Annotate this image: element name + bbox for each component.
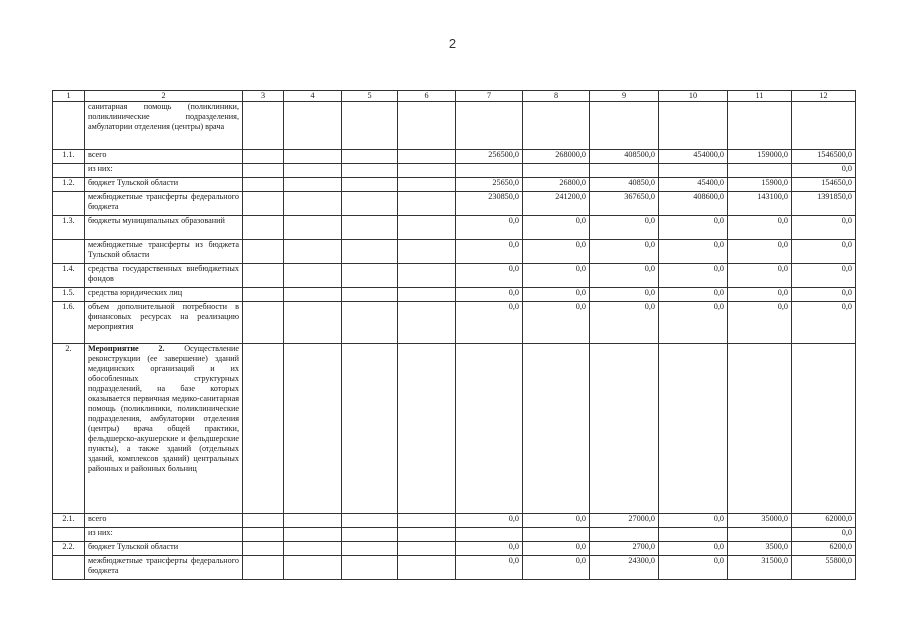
value-cell-col12 (792, 102, 856, 150)
value-cell-col8: 241200,0 (523, 192, 590, 216)
value-cell-col3 (243, 192, 284, 216)
table-row (53, 240, 856, 264)
header-cell: 3 (243, 91, 284, 102)
value-cell-col9 (590, 102, 659, 150)
row-code: 1.1. (53, 150, 85, 164)
value-cell-col3 (243, 556, 284, 580)
value-cell-col7 (456, 344, 523, 514)
table-row (53, 302, 856, 344)
row-code: 1.6. (53, 302, 85, 344)
value-cell-col11 (728, 102, 792, 150)
value-cell-col5 (342, 240, 398, 264)
header-cell: 12 (792, 91, 856, 102)
table-row (53, 264, 856, 288)
value-cell-col12: 0,0 (792, 528, 856, 542)
table-row (53, 528, 856, 542)
value-cell-col10: 0,0 (659, 264, 728, 288)
value-cell-col8 (523, 164, 590, 178)
value-cell-col5 (342, 542, 398, 556)
value-cell-col8: 0,0 (523, 514, 590, 528)
value-cell-col9: 367650,0 (590, 192, 659, 216)
value-cell-col8: 0,0 (523, 240, 590, 264)
row-description: бюджет Тульской области (85, 178, 243, 192)
value-cell-col11: 0,0 (728, 216, 792, 240)
value-cell-col7: 0,0 (456, 288, 523, 302)
value-cell-col3 (243, 178, 284, 192)
value-cell-col11: 0,0 (728, 240, 792, 264)
value-cell-col11: 31500,0 (728, 556, 792, 580)
row-code: 1.5. (53, 288, 85, 302)
value-cell-col9: 0,0 (590, 302, 659, 344)
value-cell-col12: 1391850,0 (792, 192, 856, 216)
value-cell-col5 (342, 528, 398, 542)
row-description: из них: (85, 528, 243, 542)
value-cell-col11: 159000,0 (728, 150, 792, 164)
table-row (53, 178, 856, 192)
row-description: санитарная помощь (поликлиники, поликлинические подразделения, амбулатории отделения (центры) врача (85, 102, 243, 150)
value-cell-col3 (243, 102, 284, 150)
value-cell-col11: 0,0 (728, 302, 792, 344)
value-cell-col11 (728, 528, 792, 542)
table-row (53, 102, 856, 150)
value-cell-col5 (342, 514, 398, 528)
value-cell-col6 (398, 302, 456, 344)
table-row (53, 216, 856, 240)
value-cell-col7: 256500,0 (456, 150, 523, 164)
value-cell-col5 (342, 288, 398, 302)
value-cell-col9: 0,0 (590, 240, 659, 264)
value-cell-col4 (284, 102, 342, 150)
value-cell-col9: 40850,0 (590, 178, 659, 192)
value-cell-col4 (284, 302, 342, 344)
value-cell-col5 (342, 344, 398, 514)
table-row (53, 192, 856, 216)
value-cell-col12: 55800,0 (792, 556, 856, 580)
table-row (53, 288, 856, 302)
value-cell-col8: 0,0 (523, 216, 590, 240)
value-cell-col4 (284, 514, 342, 528)
value-cell-col12: 0,0 (792, 264, 856, 288)
value-cell-col12: 62000,0 (792, 514, 856, 528)
value-cell-col11: 143100,0 (728, 192, 792, 216)
value-cell-col4 (284, 150, 342, 164)
value-cell-col7: 0,0 (456, 302, 523, 344)
value-cell-col10 (659, 102, 728, 150)
value-cell-col5 (342, 556, 398, 580)
header-cell: 9 (590, 91, 659, 102)
value-cell-col9 (590, 164, 659, 178)
value-cell-col11: 35000,0 (728, 514, 792, 528)
header-cell: 6 (398, 91, 456, 102)
table-row (53, 344, 856, 514)
value-cell-col9: 0,0 (590, 288, 659, 302)
value-cell-col3 (243, 542, 284, 556)
value-cell-col3 (243, 164, 284, 178)
value-cell-col4 (284, 344, 342, 514)
value-cell-col8 (523, 344, 590, 514)
value-cell-col10: 0,0 (659, 216, 728, 240)
value-cell-col10 (659, 344, 728, 514)
value-cell-col3 (243, 150, 284, 164)
value-cell-col7 (456, 164, 523, 178)
value-cell-col5 (342, 164, 398, 178)
value-cell-col10: 0,0 (659, 302, 728, 344)
row-description: Мероприятие 2. Осуществление реконструкции (ее завершение) зданий медицинских организаций и их обособленных структурных подразделений, на базе которых оказывается первичная медико-санитарная помощь (поликлиники, поликлинические подразделения, амбулатории отделения (центры) врача общей практики, фельдшерско-акушерские и фельдшерские пункты), а также зданий (отдельных зданий, комплексов зданий) центральных районных и районных больниц (85, 344, 243, 514)
table-row (53, 542, 856, 556)
value-cell-col11 (728, 344, 792, 514)
header-cell: 5 (342, 91, 398, 102)
row-code (53, 528, 85, 542)
value-cell-col4 (284, 240, 342, 264)
row-code: 2.1. (53, 514, 85, 528)
value-cell-col8: 0,0 (523, 542, 590, 556)
value-cell-col3 (243, 288, 284, 302)
table-row (53, 164, 856, 178)
event-title: Мероприятие 2. (88, 344, 165, 353)
header-cell: 7 (456, 91, 523, 102)
row-description: всего (85, 150, 243, 164)
value-cell-col6 (398, 216, 456, 240)
value-cell-col5 (342, 178, 398, 192)
value-cell-col3 (243, 302, 284, 344)
value-cell-col10: 0,0 (659, 542, 728, 556)
header-cell: 8 (523, 91, 590, 102)
value-cell-col11: 0,0 (728, 288, 792, 302)
value-cell-col5 (342, 102, 398, 150)
value-cell-col6 (398, 556, 456, 580)
value-cell-col10 (659, 164, 728, 178)
value-cell-col6 (398, 150, 456, 164)
value-cell-col4 (284, 528, 342, 542)
row-description: всего (85, 514, 243, 528)
value-cell-col4 (284, 164, 342, 178)
value-cell-col9 (590, 344, 659, 514)
row-code (53, 556, 85, 580)
value-cell-col12: 0,0 (792, 302, 856, 344)
value-cell-col6 (398, 192, 456, 216)
value-cell-col9 (590, 528, 659, 542)
value-cell-col7: 0,0 (456, 514, 523, 528)
value-cell-col11 (728, 164, 792, 178)
value-cell-col10: 0,0 (659, 514, 728, 528)
value-cell-col6 (398, 164, 456, 178)
row-description: средства юридических лиц (85, 288, 243, 302)
value-cell-col11: 0,0 (728, 264, 792, 288)
value-cell-col7: 0,0 (456, 556, 523, 580)
value-cell-col9: 24300,0 (590, 556, 659, 580)
row-code (53, 192, 85, 216)
value-cell-col12: 0,0 (792, 288, 856, 302)
row-code (53, 102, 85, 150)
value-cell-col7: 0,0 (456, 542, 523, 556)
value-cell-col6 (398, 344, 456, 514)
page-number: 2 (448, 36, 457, 51)
value-cell-col3 (243, 240, 284, 264)
value-cell-col4 (284, 264, 342, 288)
value-cell-col8: 0,0 (523, 264, 590, 288)
value-cell-col12: 0,0 (792, 216, 856, 240)
header-cell: 4 (284, 91, 342, 102)
value-cell-col7: 25650,0 (456, 178, 523, 192)
value-cell-col3 (243, 514, 284, 528)
header-row (53, 91, 856, 102)
value-cell-col11: 15900,0 (728, 178, 792, 192)
header-cell: 2 (85, 91, 243, 102)
row-description: объем дополнительной потребности в финансовых ресурсах на реализацию мероприятия (85, 302, 243, 344)
value-cell-col6 (398, 178, 456, 192)
row-code: 2.2. (53, 542, 85, 556)
row-description: бюджеты муниципальных образований (85, 216, 243, 240)
value-cell-col4 (284, 216, 342, 240)
value-cell-col3 (243, 344, 284, 514)
value-cell-col8: 0,0 (523, 556, 590, 580)
value-cell-col4 (284, 178, 342, 192)
value-cell-col12: 0,0 (792, 164, 856, 178)
value-cell-col4 (284, 192, 342, 216)
value-cell-col8 (523, 528, 590, 542)
value-cell-col10: 0,0 (659, 288, 728, 302)
value-cell-col7: 230850,0 (456, 192, 523, 216)
value-cell-col7: 0,0 (456, 216, 523, 240)
value-cell-col8 (523, 102, 590, 150)
value-cell-col12: 0,0 (792, 240, 856, 264)
row-code (53, 164, 85, 178)
value-cell-col6 (398, 542, 456, 556)
value-cell-col12 (792, 344, 856, 514)
row-code: 1.4. (53, 264, 85, 288)
value-cell-col4 (284, 288, 342, 302)
value-cell-col6 (398, 102, 456, 150)
table-row (53, 150, 856, 164)
table-row (53, 514, 856, 528)
value-cell-col5 (342, 216, 398, 240)
value-cell-col8: 0,0 (523, 288, 590, 302)
value-cell-col8: 268000,0 (523, 150, 590, 164)
value-cell-col4 (284, 556, 342, 580)
value-cell-col3 (243, 528, 284, 542)
row-description: средства государственных внебюджетных фондов (85, 264, 243, 288)
value-cell-col7: 0,0 (456, 240, 523, 264)
row-description: из них: (85, 164, 243, 178)
value-cell-col8: 0,0 (523, 302, 590, 344)
value-cell-col9: 2700,0 (590, 542, 659, 556)
row-code: 2. (53, 344, 85, 514)
row-description: межбюджетные трансферты из бюджета Тульской области (85, 240, 243, 264)
value-cell-col6 (398, 514, 456, 528)
value-cell-col9: 0,0 (590, 264, 659, 288)
header-cell: 10 (659, 91, 728, 102)
value-cell-col5 (342, 302, 398, 344)
row-description: межбюджетные трансферты федерального бюджета (85, 556, 243, 580)
value-cell-col6 (398, 264, 456, 288)
value-cell-col5 (342, 192, 398, 216)
value-cell-col3 (243, 216, 284, 240)
value-cell-col10: 0,0 (659, 240, 728, 264)
row-description: бюджет Тульской области (85, 542, 243, 556)
value-cell-col8: 26800,0 (523, 178, 590, 192)
value-cell-col9: 408500,0 (590, 150, 659, 164)
value-cell-col9: 27000,0 (590, 514, 659, 528)
value-cell-col6 (398, 528, 456, 542)
value-cell-col3 (243, 264, 284, 288)
value-cell-col10 (659, 528, 728, 542)
value-cell-col12: 6200,0 (792, 542, 856, 556)
value-cell-col11: 3500,0 (728, 542, 792, 556)
value-cell-col12: 1546500,0 (792, 150, 856, 164)
row-code (53, 240, 85, 264)
value-cell-col10: 0,0 (659, 556, 728, 580)
budget-table (52, 90, 856, 580)
value-cell-col7 (456, 528, 523, 542)
value-cell-col5 (342, 150, 398, 164)
row-code: 1.3. (53, 216, 85, 240)
value-cell-col9: 0,0 (590, 216, 659, 240)
value-cell-col4 (284, 542, 342, 556)
value-cell-col7 (456, 102, 523, 150)
table-row (53, 556, 856, 580)
row-code: 1.2. (53, 178, 85, 192)
value-cell-col12: 154650,0 (792, 178, 856, 192)
row-description: межбюджетные трансферты федерального бюджета (85, 192, 243, 216)
header-cell: 11 (728, 91, 792, 102)
value-cell-col10: 45400,0 (659, 178, 728, 192)
value-cell-col7: 0,0 (456, 264, 523, 288)
header-cell: 1 (53, 91, 85, 102)
value-cell-col10: 408600,0 (659, 192, 728, 216)
value-cell-col10: 454000,0 (659, 150, 728, 164)
value-cell-col6 (398, 240, 456, 264)
value-cell-col6 (398, 288, 456, 302)
value-cell-col5 (342, 264, 398, 288)
